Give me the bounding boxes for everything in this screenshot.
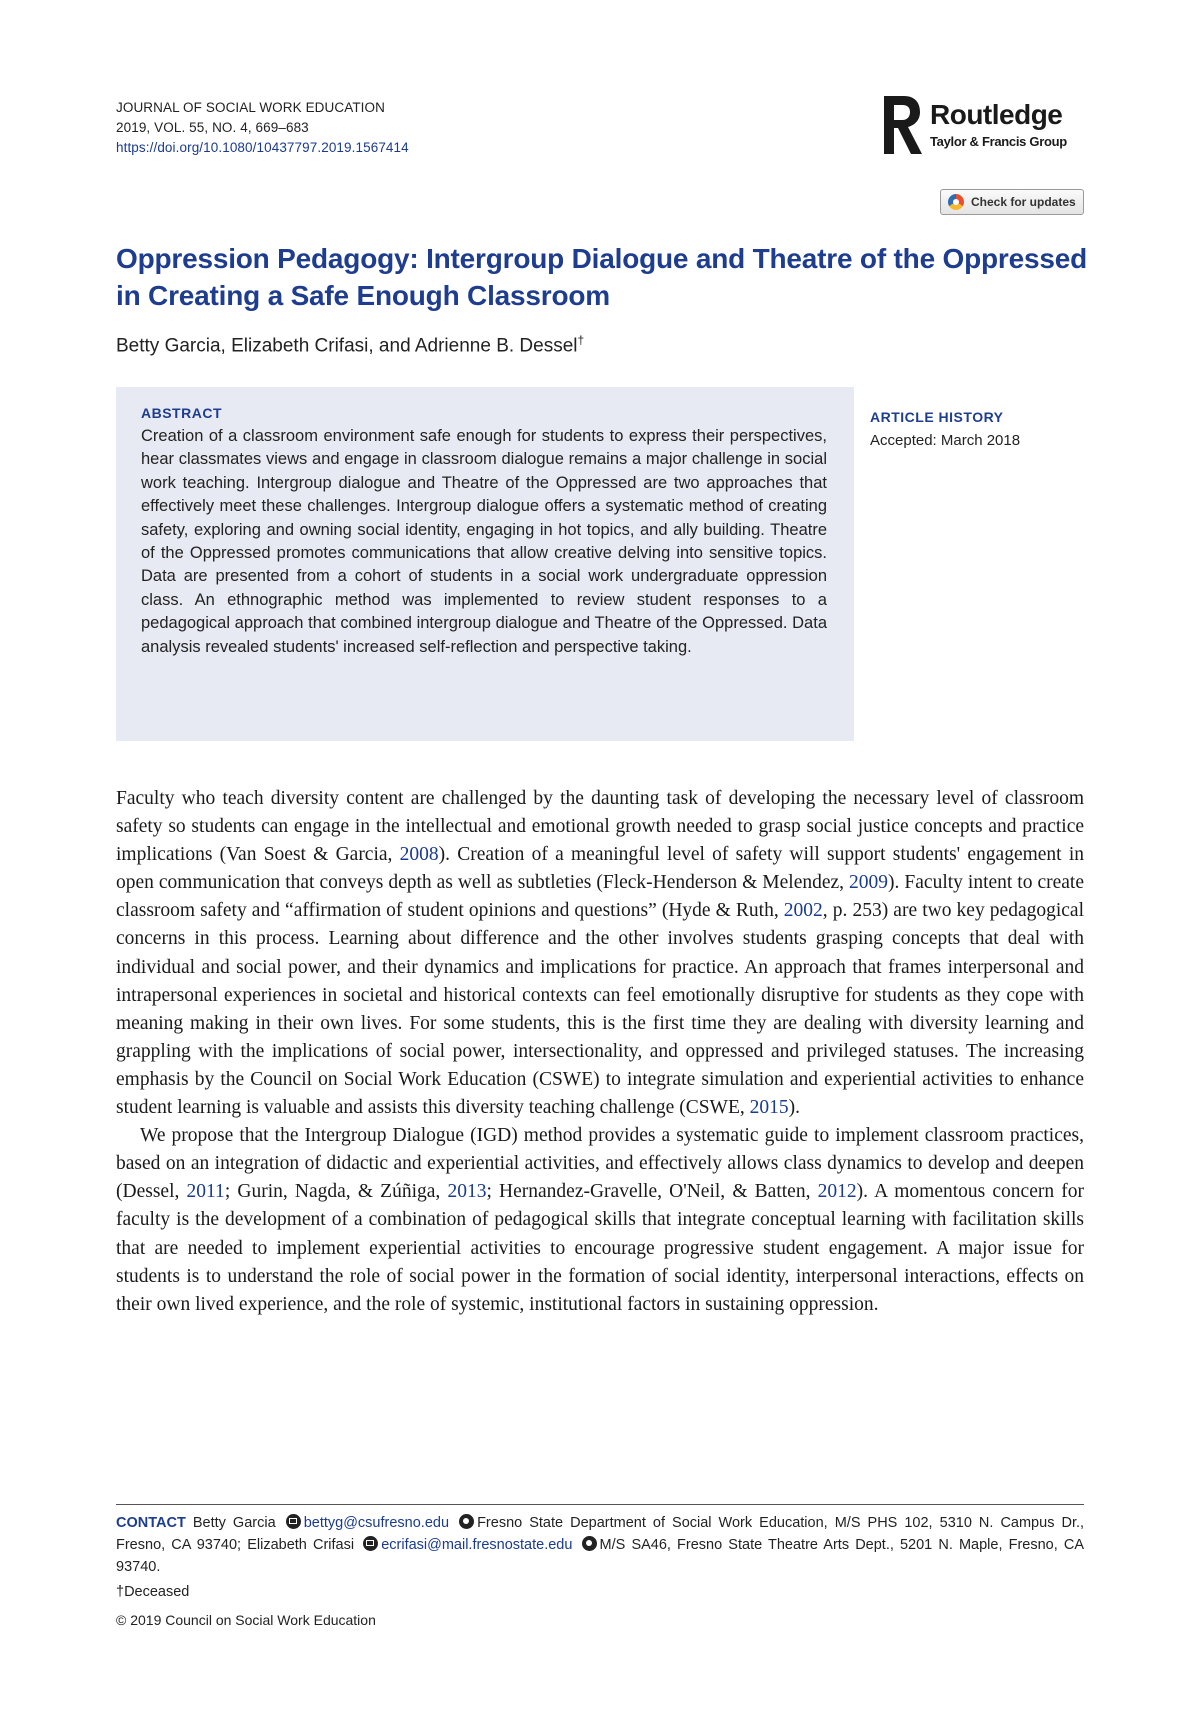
- journal-name: JOURNAL OF SOCIAL WORK EDUCATION: [116, 100, 385, 115]
- text-run: ; Gurin, Nagda, & Zúñiga,: [224, 1181, 448, 1203]
- contact-email-2[interactable]: ecrifasi@mail.fresnostate.edu: [381, 1537, 573, 1553]
- citation-link[interactable]: 2009: [849, 872, 889, 894]
- citation-link[interactable]: 2015: [749, 1097, 789, 1119]
- journal-header: [116, 98, 409, 158]
- authors-text: Betty Garcia, Elizabeth Crifasi, and Adrienne B. Dessel: [116, 335, 578, 357]
- contact-address-1: Fresno State Department of Social Work Education, M/S PHS 102, 5310 N. Campus Dr., Fresno, CA 93740;: [116, 1515, 1085, 1553]
- body-text: [116, 785, 1084, 1319]
- article-authors: [116, 333, 584, 357]
- contact-label: CONTACT: [116, 1515, 186, 1531]
- doi-link[interactable]: https://doi.org/10.1080/10437797.2019.1567414: [116, 140, 409, 155]
- body-paragraph: [116, 1122, 1084, 1319]
- footer-divider: [116, 1504, 1084, 1505]
- journal-volume: 2019, VOL. 55, NO. 4, 669–683: [116, 120, 309, 135]
- author-dagger: †: [577, 333, 585, 347]
- address-icon: [459, 1514, 474, 1529]
- citation-link[interactable]: 2008: [399, 844, 439, 866]
- crossmark-icon: [948, 194, 964, 210]
- email-icon: [286, 1514, 301, 1529]
- citation-link[interactable]: 2012: [817, 1181, 857, 1203]
- history-accepted: Accepted: March 2018: [870, 432, 1021, 449]
- deceased-note: †Deceased: [116, 1584, 190, 1600]
- citation-link[interactable]: 2013: [447, 1181, 487, 1203]
- text-run: Faculty who teach diversity content are challenged by the daunting task of developing the necessary level of classroom safety so students can engage in the intellectual and emotional growth needed to grasp social justice concepts and practice implications (Van Soest & Garcia,: [116, 788, 1084, 866]
- text-run: ). A momentous concern for faculty is the development of a combination of pedagogical skills that integrate conceptual learning with facilitation skills that are needed to implement experiential activities to encourage progressive student engagement. A major issue for students is to understand the role of social power in the formation of social identity, interpersonal interactions, effects on their own lived experience, and the role of systemic, institutional factors in sustaining oppression.: [116, 1181, 1084, 1315]
- citation-link[interactable]: 2002: [783, 900, 823, 922]
- text-run: We propose that the Intergroup Dialogue (IGD) method provides a systematic guide to implement classroom practices, based on an integration of didactic and experiential activities, and effectively allows class dynamics to develop and deepen (Dessel,: [116, 1125, 1084, 1203]
- check-updates-label: Check for updates: [971, 195, 1076, 209]
- text-run: ). Creation of a meaningful level of safety will support students' engagement in open communication that conveys depth as well as subtleties (Fleck-Henderson & Melendez,: [116, 844, 1085, 894]
- text-run: ). Faculty intent to create classroom safety and “affirmation of student opinions and questions” (Hyde & Ruth,: [116, 872, 1084, 922]
- check-updates-button[interactable]: [940, 189, 1084, 215]
- history-heading: ARTICLE HISTORY: [870, 409, 1004, 425]
- body-paragraph: [116, 785, 1084, 1122]
- contact-address-2: M/S SA46, Fresno State Theatre Arts Dept., 5201 N. Maple, Fresno, CA 93740.: [116, 1537, 1085, 1575]
- email-icon: [363, 1536, 378, 1551]
- abstract-text: Creation of a classroom environment safe enough for students to express their perspectives, hear classmates views and engage in classroom dialogue remains a major challenge in social work teaching. Intergroup dialogue and Theatre of the Oppressed are two approaches that effectively meet these challenges. Intergroup dialogue offers a systematic method of creating safety, exploring and owning social identity, engaging in hot topics, and ally building. Theatre of the Oppressed promotes communications that allow creative delving into sensitive topics. Data are presented from a cohort of students in a social work undergraduate oppression class. An ethnographic method was implemented to review student responses to a pedagogical approach that combined intergroup dialogue and Theatre of the Oppressed. Data analysis revealed students' increased self-reflection and perspective taking.: [141, 427, 827, 656]
- text-run: ).: [788, 1097, 800, 1119]
- publisher-name: Routledge: [930, 99, 1063, 130]
- routledge-logo: [880, 94, 1090, 156]
- text-run: , p. 253) are two key pedagogical concerns in this process. Learning about difference and the other involves students grasping concepts that deal with individual and social power, and their dynamics and implications for practice. An approach that frames interpersonal and intrapersonal experiences in societal and historical contexts can feel emotionally disruptive for students as they cope with meaning making in their own lives. For some students, this is the first time they are dealing with diversity learning and grappling with the implications of social power, intersectionality, and oppressed and privileged statuses. The increasing emphasis by the Council on Social Work Education (CSWE) to integrate simulation and experiential activities to enhance student learning is valuable and assists this diversity teaching challenge (CSWE,: [116, 900, 1084, 1119]
- abstract-heading: ABSTRACT: [141, 405, 222, 421]
- address-icon: [582, 1536, 597, 1551]
- contact-info: [116, 1512, 1084, 1578]
- contact-email-1[interactable]: bettyg@csufresno.edu: [303, 1515, 450, 1531]
- routledge-r-icon: [880, 94, 924, 156]
- contact-name-1: Betty Garcia: [192, 1515, 276, 1531]
- text-run: ; Hernandez-Gravelle, O'Neil, & Batten,: [486, 1181, 818, 1203]
- publisher-sub: Taylor & Francis Group: [930, 134, 1067, 149]
- article-title: Oppression Pedagogy: Intergroup Dialogue and Theatre of the Oppressed in Creating a Safe Enough Classroom: [116, 243, 1087, 311]
- contact-name-2: Elizabeth Crifasi: [247, 1537, 355, 1553]
- copyright: © 2019 Council on Social Work Education: [116, 1612, 376, 1628]
- citation-link[interactable]: 2011: [186, 1181, 225, 1203]
